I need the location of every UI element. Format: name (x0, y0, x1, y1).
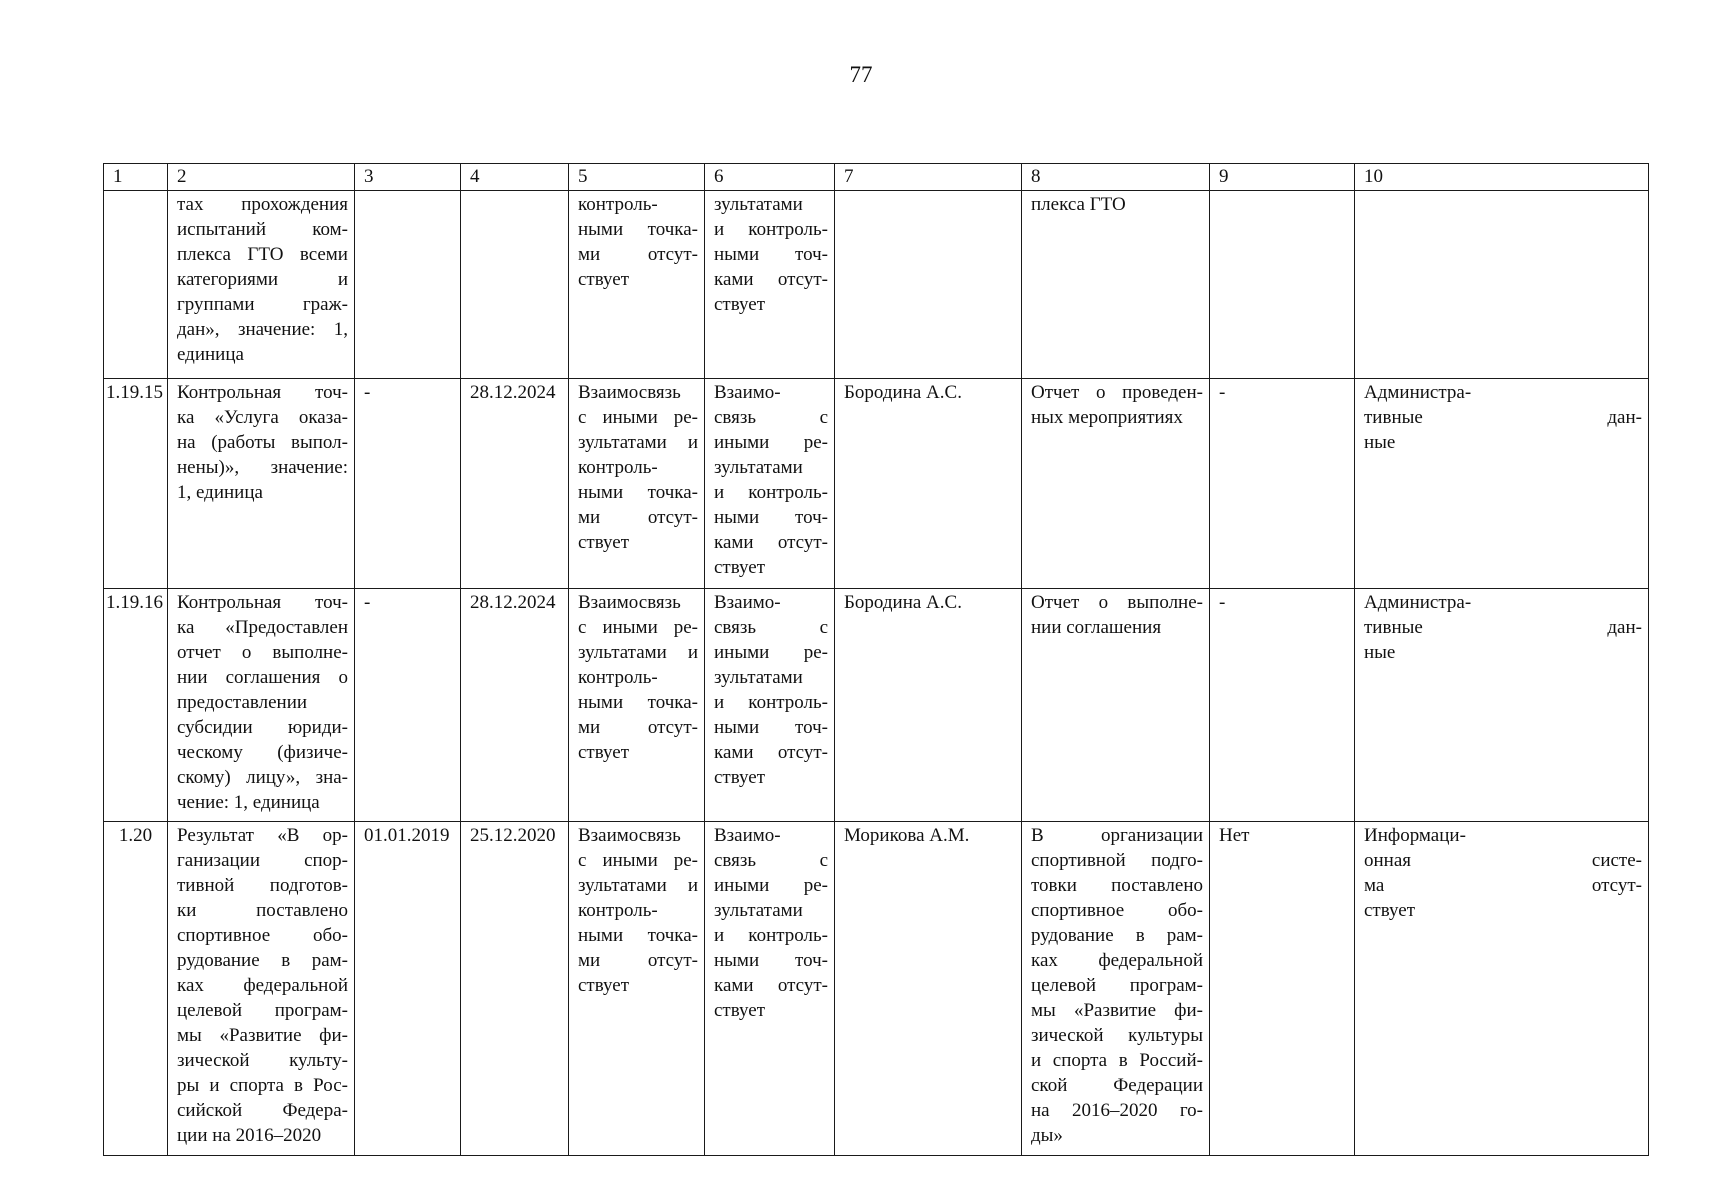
cell-line: зической культуры (1031, 1025, 1203, 1046)
cell-line: ской Федерации (1031, 1075, 1203, 1096)
cell-line: ми отсут- (578, 950, 698, 971)
cell-line: ми отсут- (578, 244, 698, 265)
cell-line: тивные дан- (1364, 407, 1642, 428)
column-header: 5 (569, 164, 705, 191)
cell-line: плекса ГТО (1031, 194, 1126, 215)
cell-line: группами граж- (177, 294, 348, 315)
cell-line: на (работы выпол- (177, 432, 348, 453)
cell-line: связь с (714, 850, 828, 871)
cell-line: ствует (578, 975, 630, 996)
cell-text: - (1219, 382, 1226, 403)
cell-text: Бородина А.С. (844, 382, 962, 403)
cell-line: Взаимо- (714, 825, 781, 846)
cell-line: иными ре- (714, 875, 828, 896)
cell-text: 28.12.2024 (470, 592, 556, 613)
cell-line: ные (1364, 432, 1396, 453)
cell-line: на 2016–2020 го- (1031, 1100, 1203, 1121)
table-cell-col-4 (461, 589, 569, 822)
cell-line: контроль- (578, 900, 658, 921)
cell-line: ции на 2016–2020 (177, 1125, 322, 1146)
cell-line: ные (1364, 642, 1396, 663)
cell-line: целевой програм- (177, 1000, 348, 1021)
column-header: 10 (1355, 164, 1649, 191)
table-cell-col-9 (1210, 589, 1355, 822)
table-cell-col-3 (355, 191, 461, 379)
cell-line: ках федеральной (177, 975, 348, 996)
cell-line: Контрольная точ- (177, 382, 348, 403)
table-cell-col-6 (705, 191, 835, 379)
table-cell-col-1 (104, 589, 168, 822)
cell-line: ствует (1364, 900, 1416, 921)
cell-line: ми отсут- (578, 507, 698, 528)
cell-text: - (364, 592, 371, 613)
cell-line: мы «Развитие фи- (1031, 1000, 1203, 1021)
table-cell-col-9 (1210, 822, 1355, 1156)
page-number: 77 (849, 62, 873, 87)
table-cell-col-10 (1355, 589, 1649, 822)
cell-line: товки поставлено (1031, 875, 1203, 896)
cell-line: субсидии юриди- (177, 717, 348, 738)
cell-line: ческому (физиче- (177, 742, 348, 763)
cell-line: ными точ- (714, 244, 828, 265)
cell-line: онная систе- (1364, 850, 1642, 871)
table-cell-col-5 (569, 822, 705, 1156)
cell-line: тивной подготов- (177, 875, 348, 896)
cell-line: зической культу- (177, 1050, 348, 1071)
cell-line: и контроль- (714, 925, 828, 946)
cell-line: зультатами и (578, 642, 698, 663)
cell-line: и спорта в Россий- (1031, 1050, 1203, 1071)
cell-line: зультатами и (578, 432, 698, 453)
cell-text: - (364, 382, 371, 403)
table-cell-col-3 (355, 822, 461, 1156)
cell-line: иными ре- (714, 642, 828, 663)
table-cell-col-7 (835, 822, 1022, 1156)
table-cell-col-10 (1355, 379, 1649, 589)
cell-text: 1.20 (118, 825, 153, 846)
table-cell-col-2 (168, 822, 355, 1156)
cell-line: ганизации спор- (177, 850, 348, 871)
cell-line: ными точка- (578, 925, 698, 946)
table-cell-col-6 (705, 589, 835, 822)
cell-line: целевой програм- (1031, 975, 1203, 996)
cell-line: ными точка- (578, 692, 698, 713)
cell-line: Результат «В ор- (177, 825, 348, 846)
cell-line: мы «Развитие фи- (177, 1025, 348, 1046)
table-cell-col-1 (104, 379, 168, 589)
table-cell-col-4 (461, 379, 569, 589)
cell-line: нены)», значение: (177, 457, 348, 478)
table-cell-col-7 (835, 191, 1022, 379)
table-cell-col-2 (168, 379, 355, 589)
cell-line: тивные дан- (1364, 617, 1642, 638)
cell-line: В организации (1031, 825, 1203, 846)
cell-line: нии соглашения о (177, 667, 348, 688)
cell-line: ными точ- (714, 950, 828, 971)
table-cell-col-8 (1022, 589, 1210, 822)
cell-line: спортивное обо- (1031, 900, 1203, 921)
cell-line: ми отсут- (578, 717, 698, 738)
table-cell-col-2 (168, 589, 355, 822)
cell-line: Взаимосвязь (578, 592, 681, 613)
cell-line: ствует (714, 1000, 766, 1021)
column-header: 9 (1210, 164, 1355, 191)
cell-text: Нет (1219, 825, 1250, 846)
table-cell-col-3 (355, 379, 461, 589)
table-cell-col-10 (1355, 822, 1649, 1156)
cell-text: 25.12.2020 (470, 825, 556, 846)
cell-line: контроль- (578, 667, 658, 688)
cell-line: ды» (1031, 1125, 1063, 1146)
cell-line: ствует (714, 294, 766, 315)
cell-line: ма отсут- (1364, 875, 1642, 896)
cell-text: 28.12.2024 (470, 382, 556, 403)
cell-line: зультатами и (578, 875, 698, 896)
cell-line: ными точка- (578, 219, 698, 240)
cell-line: зультатами (714, 667, 803, 688)
table-cell-col-6 (705, 379, 835, 589)
cell-line: иными ре- (714, 432, 828, 453)
cell-line: с иными ре- (578, 407, 698, 428)
cell-line: плекса ГТО всеми (177, 244, 348, 265)
cell-line: единица (177, 344, 244, 365)
table-cell-col-9 (1210, 379, 1355, 589)
cell-line: ными точка- (578, 482, 698, 503)
cell-line: ствует (714, 557, 766, 578)
cell-line: сийской Федера- (177, 1100, 348, 1121)
column-header: 1 (104, 164, 168, 191)
column-header: 7 (835, 164, 1022, 191)
cell-line: с иными ре- (578, 850, 698, 871)
cell-line: нии соглашения (1031, 617, 1162, 638)
table-cell-col-1 (104, 822, 168, 1156)
cell-line: Взаимо- (714, 592, 781, 613)
cell-line: и контроль- (714, 219, 828, 240)
cell-line: категориями и (177, 269, 348, 290)
cell-line: спортивное обо- (177, 925, 348, 946)
cell-line: тах прохождения (177, 194, 348, 215)
cell-line: спортивной подго- (1031, 850, 1203, 871)
cell-line: Взаимосвязь (578, 825, 681, 846)
cell-line: ками отсут- (714, 269, 828, 290)
cell-line: ствует (578, 269, 630, 290)
cell-text: - (1219, 592, 1226, 613)
results-table (103, 163, 1649, 1156)
cell-line: ках федеральной (1031, 950, 1203, 971)
cell-line: ствует (578, 532, 630, 553)
cell-line: и контроль- (714, 692, 828, 713)
table-cell-col-1 (104, 191, 168, 379)
table-cell-col-4 (461, 191, 569, 379)
cell-text: Бородина А.С. (844, 592, 962, 613)
cell-line: контроль- (578, 457, 658, 478)
table-cell-col-2 (168, 191, 355, 379)
cell-line: зультатами (714, 194, 803, 215)
cell-line: ры и спорта в Рос- (177, 1075, 348, 1096)
cell-line: Контрольная точ- (177, 592, 348, 613)
cell-line: ствует (714, 767, 766, 788)
cell-line: ными точ- (714, 717, 828, 738)
cell-line: с иными ре- (578, 617, 698, 638)
cell-line: Администра- (1364, 382, 1472, 403)
cell-line: ками отсут- (714, 975, 828, 996)
cell-line: ка «Услуга оказа- (177, 407, 348, 428)
cell-line: контроль- (578, 194, 658, 215)
cell-line: отчет о выполне- (177, 642, 348, 663)
cell-line: 1, единица (177, 482, 263, 503)
cell-line: Отчет о проведен- (1031, 382, 1203, 403)
cell-line: дан», значение: 1, (177, 319, 348, 340)
cell-line: ками отсут- (714, 532, 828, 553)
column-header: 8 (1022, 164, 1210, 191)
cell-line: рудование в рам- (1031, 925, 1203, 946)
table-row (104, 379, 1649, 589)
cell-line: Администра- (1364, 592, 1472, 613)
cell-text: Морикова А.М. (844, 825, 970, 846)
header-row (104, 164, 1649, 191)
table-cell-col-7 (835, 379, 1022, 589)
cell-line: ствует (578, 742, 630, 763)
cell-line: зультатами (714, 900, 803, 921)
table-cell-col-8 (1022, 191, 1210, 379)
cell-line: и контроль- (714, 482, 828, 503)
table-cell-col-9 (1210, 191, 1355, 379)
column-header: 2 (168, 164, 355, 191)
table-cell-col-5 (569, 379, 705, 589)
cell-line: ками отсут- (714, 742, 828, 763)
cell-line: предоставлении (177, 692, 308, 713)
cell-text: 01.01.2019 (364, 825, 450, 846)
cell-line: Отчет о выполне- (1031, 592, 1203, 613)
table-cell-col-5 (569, 589, 705, 822)
cell-line: ки поставлено (177, 900, 348, 921)
column-header: 4 (461, 164, 569, 191)
table-cell-col-5 (569, 191, 705, 379)
table-cell-col-4 (461, 822, 569, 1156)
table-row (104, 589, 1649, 822)
cell-line: скому) лицу», зна- (177, 767, 348, 788)
cell-line: ными точ- (714, 507, 828, 528)
table-cell-col-8 (1022, 379, 1210, 589)
cell-line: ка «Предоставлен (177, 617, 348, 638)
column-header: 6 (705, 164, 835, 191)
cell-line: связь с (714, 407, 828, 428)
table-cell-col-3 (355, 589, 461, 822)
cell-text: 1.19.16 (106, 592, 163, 613)
cell-line: Информаци- (1364, 825, 1466, 846)
table-cell-col-6 (705, 822, 835, 1156)
cell-line: Взаимо- (714, 382, 781, 403)
cell-line: рудование в рам- (177, 950, 348, 971)
cell-line: связь с (714, 617, 828, 638)
column-header: 3 (355, 164, 461, 191)
table-row (104, 822, 1649, 1156)
cell-line: ных мероприятиях (1031, 407, 1183, 428)
table-row (104, 191, 1649, 379)
cell-line: Взаимосвязь (578, 382, 681, 403)
table-cell-col-10 (1355, 191, 1649, 379)
table-cell-col-8 (1022, 822, 1210, 1156)
cell-line: чение: 1, единица (177, 792, 320, 813)
table-cell-col-7 (835, 589, 1022, 822)
cell-line: зультатами (714, 457, 803, 478)
cell-text: 1.19.15 (106, 382, 163, 403)
cell-line: испытаний ком- (177, 219, 348, 240)
